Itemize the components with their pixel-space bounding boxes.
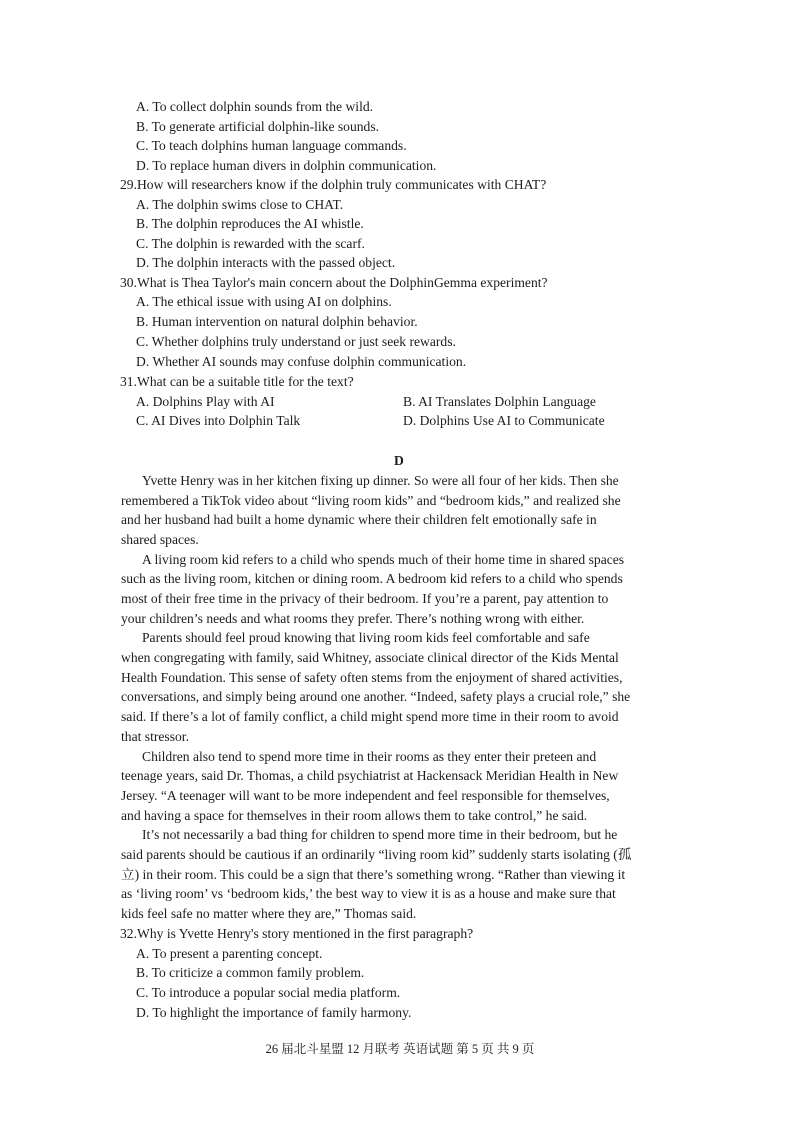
passage-line: said. If there’s a lot of family conflict, a child might spend more time in their room to avoid (121, 709, 619, 724)
q30-option-b: B. Human intervention on natural dolphin behavior. (136, 314, 418, 329)
q30-option-a: A. The ethical issue with using AI on dolphins. (136, 294, 392, 309)
passage-line: your children’s needs and what rooms they prefer. There’s nothing wrong with either. (121, 611, 585, 626)
q31-option-d: D. Dolphins Use AI to Communicate (403, 413, 605, 428)
passage-line: teenage years, said Dr. Thomas, a child psychiatrist at Hackensack Meridian Health in New (121, 768, 619, 783)
passage-line: and having a space for themselves in their room allows them to take control,” he said. (121, 808, 588, 823)
q32-option-b: B. To criticize a common family problem. (136, 965, 365, 980)
q30-option-c: C. Whether dolphins truly understand or just seek rewards. (136, 334, 456, 349)
passage-line: A living room kid refers to a child who spends much of their home time in shared spaces (142, 552, 625, 567)
passage-line: Parents should feel proud knowing that living room kids feel comfortable and safe (142, 630, 590, 645)
q29-stem: 29.How will researchers know if the dolphin truly communicates with CHAT? (120, 177, 547, 192)
q31-stem: 31.What can be a suitable title for the text? (120, 374, 354, 389)
q32-stem: 32.Why is Yvette Henry's story mentioned in the first paragraph? (120, 926, 474, 941)
passage-line: when congregating with family, said Whitney, associate clinical director of the Kids Mental (121, 650, 619, 665)
q28-option-c: C. To teach dolphins human language commands. (136, 138, 407, 153)
q31-option-c: C. AI Dives into Dolphin Talk (136, 413, 301, 428)
q28-option-d: D. To replace human divers in dolphin communication. (136, 158, 437, 173)
q32-option-c: C. To introduce a popular social media platform. (136, 985, 401, 1000)
passage-line: remembered a TikTok video about “living room kids” and “bedroom kids,” and realized she (121, 493, 621, 508)
passage-line: that stressor. (121, 729, 189, 744)
passage-line: conversations, and simply being around one another. “Indeed, safety plays a crucial role,” she (121, 689, 631, 704)
passage-line: such as the living room, kitchen or dining room. A bedroom kid refers to a child who spends (121, 571, 623, 586)
passage-heading: D (394, 453, 404, 468)
passage-line: shared spaces. (121, 532, 199, 547)
q32-option-a: A. To present a parenting concept. (136, 946, 323, 961)
passage-line: Children also tend to spend more time in their rooms as they enter their preteen and (142, 749, 597, 764)
q28-option-a: A. To collect dolphin sounds from the wild. (136, 99, 374, 114)
passage-line: Health Foundation. This sense of safety often stems from the enjoyment of shared activities, (121, 670, 623, 685)
passage-line: kids feel safe no matter where they are,” Thomas said. (121, 906, 417, 921)
passage-line: said parents should be cautious if an ordinarily “living room kid” suddenly starts isolating (孤 (121, 847, 632, 862)
q29-option-b: B. The dolphin reproduces the AI whistle. (136, 216, 364, 231)
q31-option-a: A. Dolphins Play with AI (136, 394, 275, 409)
passage-line: It’s not necessarily a bad thing for children to spend more time in their bedroom, but he (142, 827, 618, 842)
q29-option-c: C. The dolphin is rewarded with the scarf. (136, 236, 365, 251)
q30-stem: 30.What is Thea Taylor's main concern about the DolphinGemma experiment? (120, 275, 548, 290)
q28-option-b: B. To generate artificial dolphin-like sounds. (136, 119, 380, 134)
page-footer: 26 届北斗星盟 12 月联考 英语试题 第 5 页 共 9 页 (265, 1042, 535, 1056)
passage-line: most of their free time in the privacy of their bedroom. If you’re a parent, pay attention to (121, 591, 609, 606)
passage-line: 立) in their room. This could be a sign that there’s something wrong. “Rather than viewing it (121, 867, 626, 882)
passage-line: Yvette Henry was in her kitchen fixing up dinner. So were all four of her kids. Then she (142, 473, 619, 488)
passage-line: as ‘living room’ vs ‘bedroom kids,’ the best way to view it is as a house and make sure that (121, 886, 616, 901)
q31-option-b: B. AI Translates Dolphin Language (403, 394, 596, 409)
q30-option-d: D. Whether AI sounds may confuse dolphin communication. (136, 354, 467, 369)
q32-option-d: D. To highlight the importance of family harmony. (136, 1005, 412, 1020)
q29-option-a: A. The dolphin swims close to CHAT. (136, 197, 344, 212)
passage-line: Jersey. “A teenager will want to be more independent and feel responsible for themselves, (121, 788, 610, 803)
q29-option-d: D. The dolphin interacts with the passed object. (136, 255, 396, 270)
passage-line: and her husband had built a home dynamic where their children felt emotionally safe in (121, 512, 597, 527)
